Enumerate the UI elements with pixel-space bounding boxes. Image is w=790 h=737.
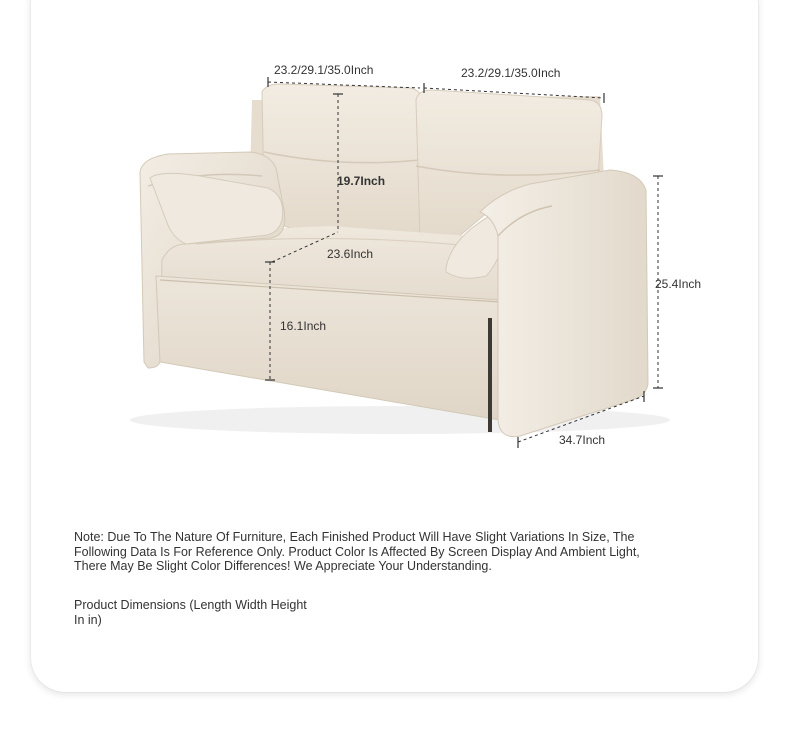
product-dimensions-heading: Product Dimensions (Length Width Height In in) xyxy=(74,598,307,627)
dim-back-width-left: 23.2/29.1/35.0Inch xyxy=(274,63,374,77)
dim-seat-depth: 23.6Inch xyxy=(327,247,374,261)
dim-total-height: 25.4Inch xyxy=(655,277,702,291)
disclaimer-note: Note: Due To The Nature Of Furniture, Each Finished Product Will Have Slight Variations In Size, The Following Data Is For Reference Only. Product Color Is Affected By Screen Display And Ambient Light, There May Be Slight Color Differences! We Appreciate Your Understanding. xyxy=(74,530,640,573)
sofa-base-front xyxy=(156,276,500,420)
right-armrest xyxy=(480,170,648,437)
dim-seat-height: 16.1Inch xyxy=(280,319,327,333)
dim-backrest-height: 19.7Inch xyxy=(337,174,386,188)
dim-total-depth: 34.7Inch xyxy=(559,433,606,447)
dim-back-width-right: 23.2/29.1/35.0Inch xyxy=(461,66,561,80)
